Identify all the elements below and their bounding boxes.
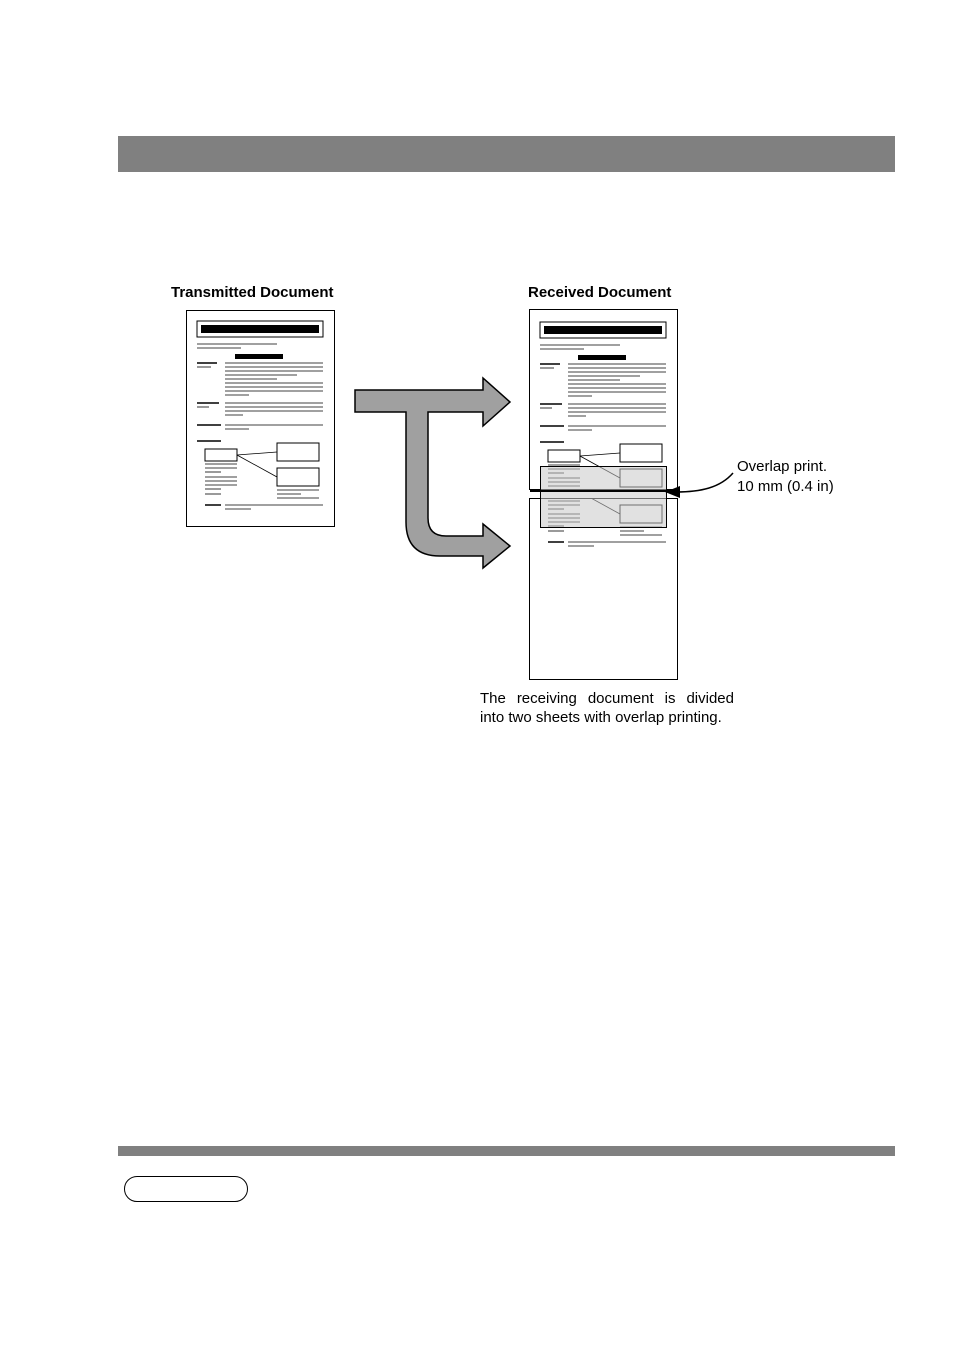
overlap-callout	[737, 457, 834, 497]
figure-caption	[480, 689, 734, 727]
overlap-region-highlight	[541, 467, 667, 528]
page-number-pill	[124, 1176, 248, 1202]
transmitted-document-label: Transmitted Document	[171, 284, 334, 301]
split-arrow-icon	[355, 378, 510, 568]
caption-line1: The receiving document is divided	[480, 690, 734, 707]
caption-line2: into two sheets with overlap printing.	[480, 709, 722, 726]
received-document-label: Received Document	[528, 284, 672, 301]
footer-bar	[118, 1146, 895, 1156]
overlap-callout-line1: Overlap print.	[737, 458, 828, 475]
overlap-callout-line2: 10 mm (0.4 in)	[737, 478, 834, 495]
transmitted-document-sheet	[187, 311, 335, 527]
